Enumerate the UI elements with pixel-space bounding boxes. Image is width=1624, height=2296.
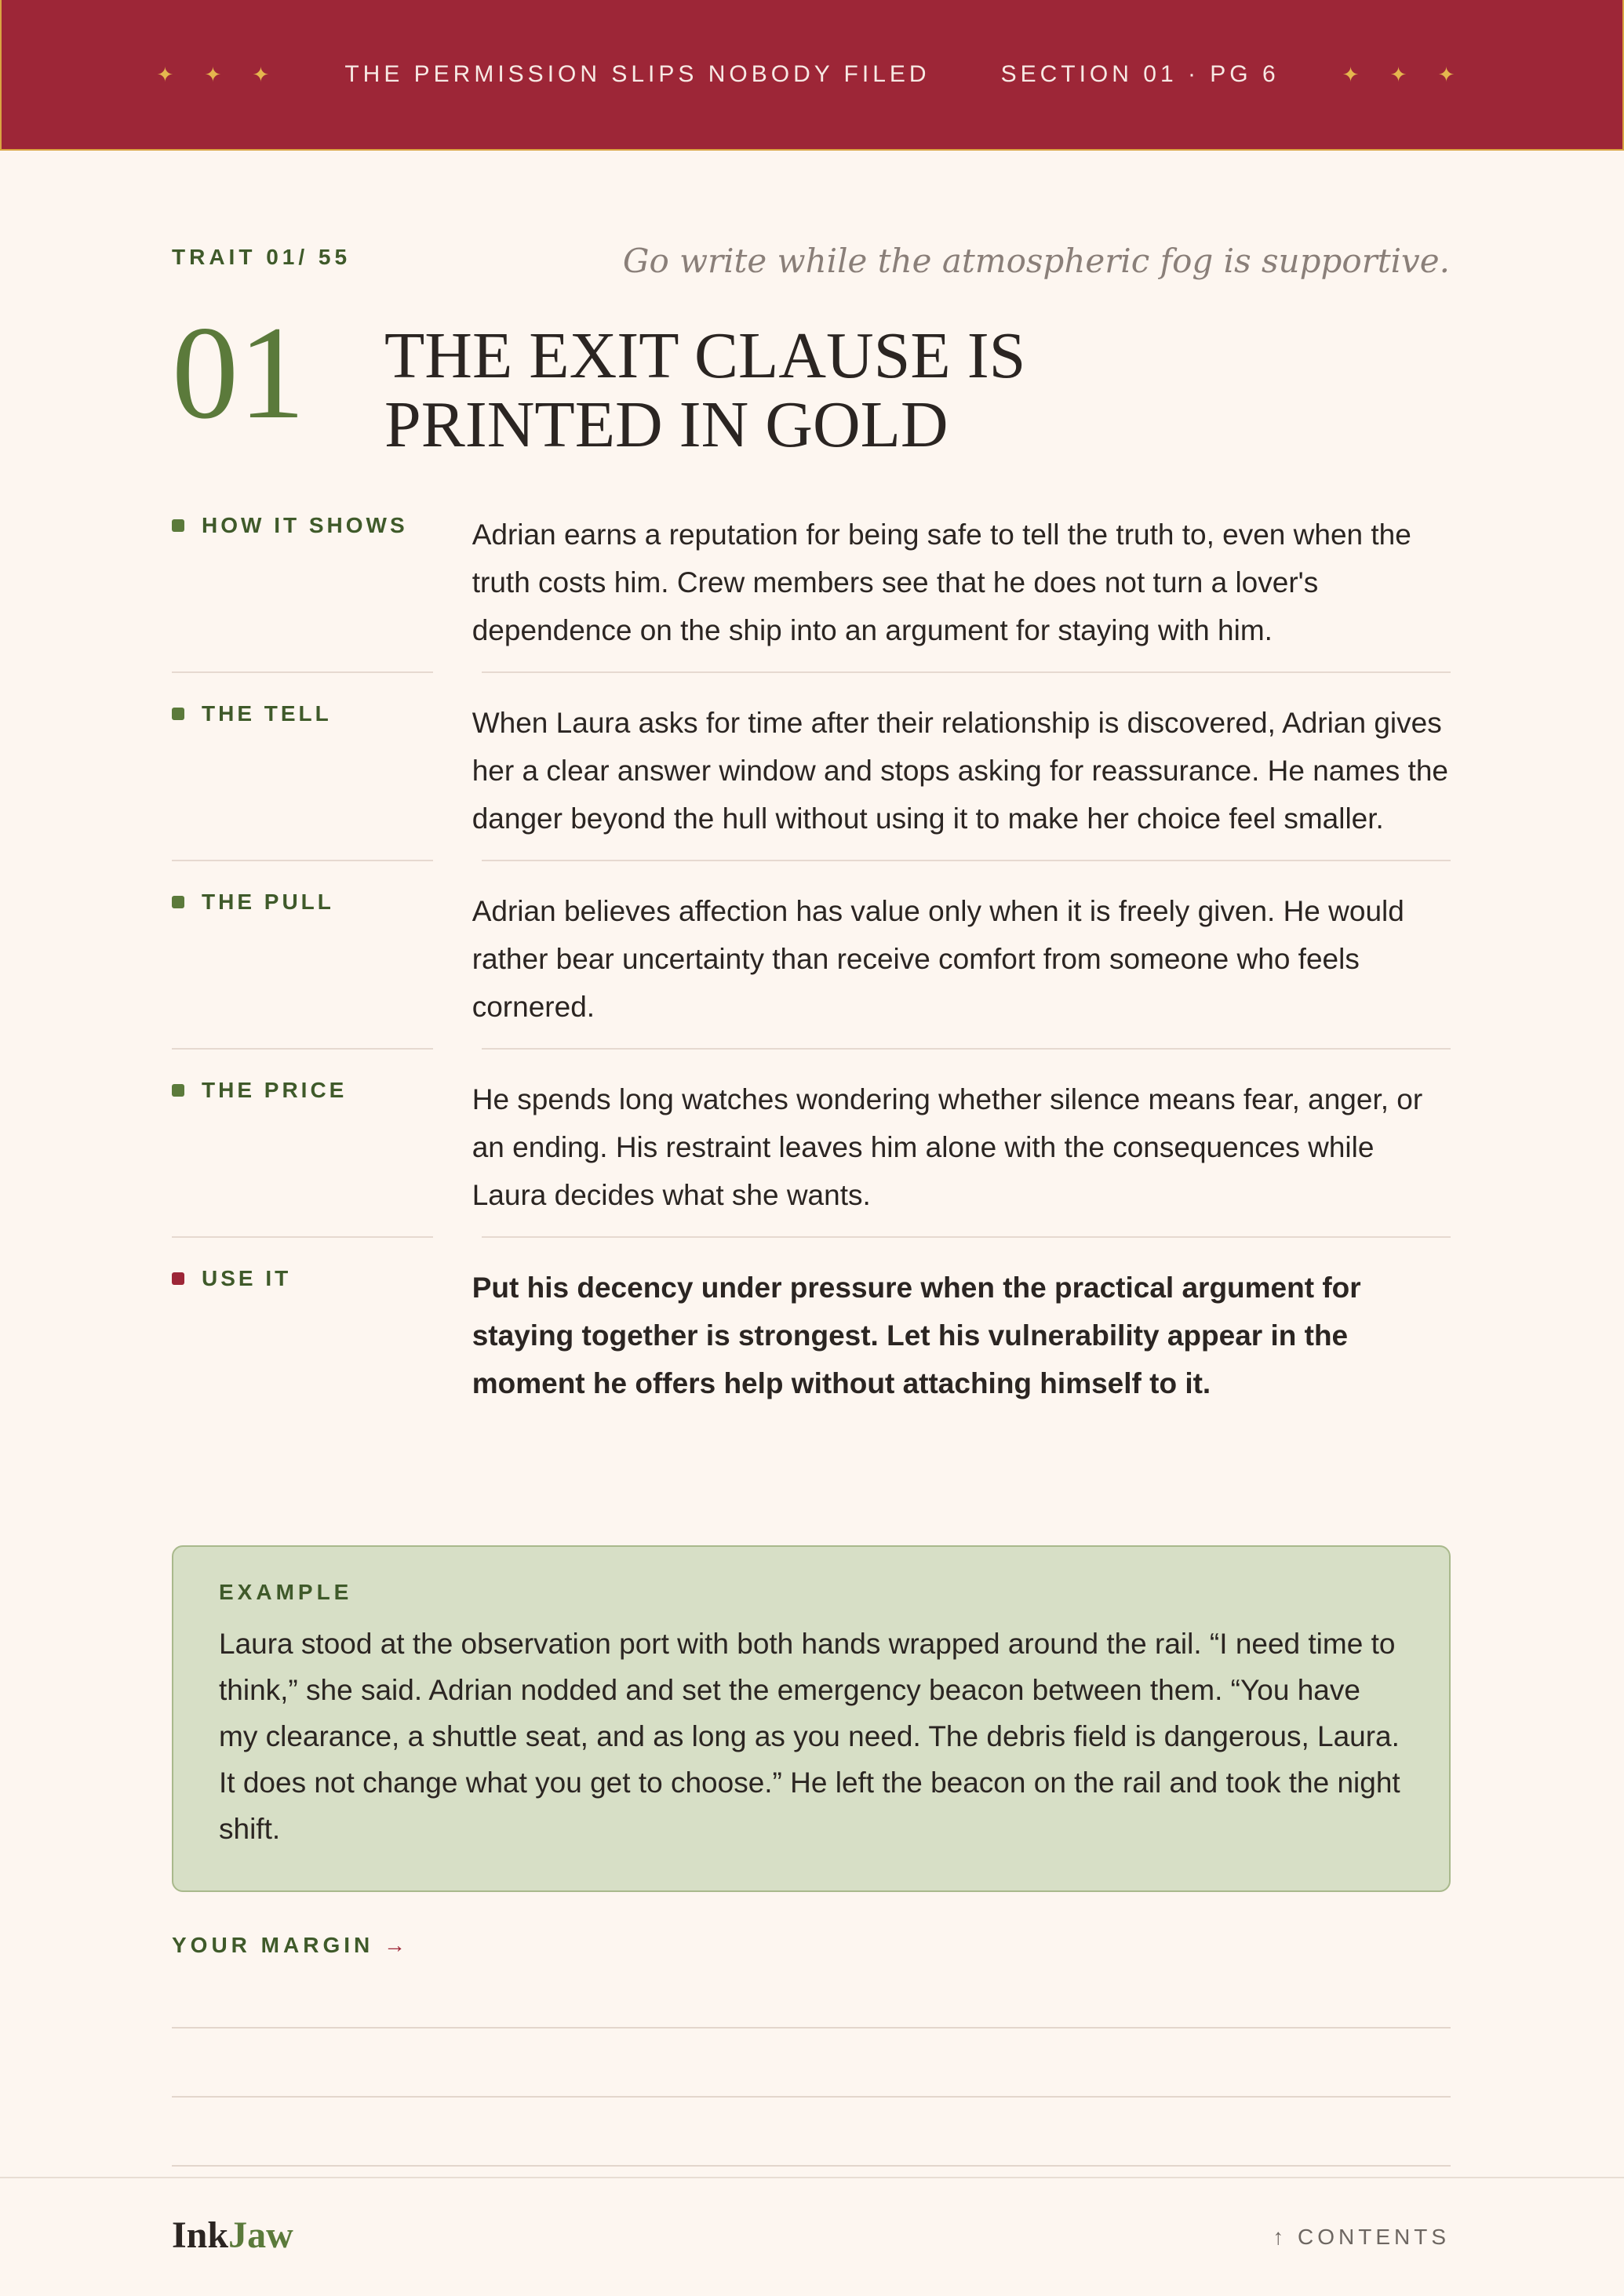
margin-line[interactable]	[172, 2096, 1451, 2098]
bullet-icon	[172, 1272, 184, 1285]
row-text: Adrian believes affection has value only when it is freely given. He would rather bear uncertainty than receive comfort from someone who feels cornered.	[472, 895, 1404, 1023]
document-title: THE PERMISSION SLIPS NOBODY FILED	[344, 61, 930, 87]
contents-link[interactable]: ↑ CONTENTS	[1273, 2225, 1450, 2249]
divider	[172, 671, 433, 673]
brand-ink: Ink	[172, 2214, 229, 2256]
row-the-price	[172, 1067, 1451, 1238]
brand-jaw: Jaw	[228, 2214, 293, 2256]
row-label: THE PRICE	[202, 1078, 348, 1102]
margin-line[interactable]	[172, 2165, 1451, 2167]
bullet-icon	[172, 708, 184, 720]
trait-heading-line-2: PRINTED IN GOLD	[384, 388, 949, 461]
divider	[482, 671, 1451, 673]
row-the-pull	[172, 879, 1451, 1050]
row-text: He spends long watches wondering whether silence means fear, anger, or an ending. His restraint leaves him alone with the consequences while Laura decides what she wants.	[472, 1083, 1423, 1211]
row-label: THE TELL	[202, 701, 332, 726]
arrow-right-icon: →	[384, 1933, 410, 1957]
margin-label-text: YOUR MARGIN	[172, 1933, 374, 1957]
star-icons-left: ✦ ✦ ✦	[156, 62, 282, 86]
divider	[172, 860, 433, 861]
row-label: USE IT	[202, 1266, 292, 1290]
bullet-icon	[172, 519, 184, 532]
section-indicator: SECTION 01 · PG 6	[1000, 61, 1280, 87]
trait-heading	[384, 319, 1091, 461]
margin-line[interactable]	[172, 2027, 1451, 2029]
example-box	[172, 1545, 1451, 1892]
example-label: EXAMPLE	[219, 1580, 353, 1604]
tagline: Go write while the atmospheric fog is supportive.	[622, 242, 1450, 280]
divider	[172, 1048, 433, 1050]
divider	[482, 860, 1451, 861]
row-label: THE PULL	[202, 890, 334, 914]
your-margin-label	[172, 1933, 410, 1958]
row-how-it-shows	[172, 502, 1451, 673]
row-text: Adrian earns a reputation for being safe to tell the truth to, even when the truth costs him. Crew members see that he does not turn a lover's dependence on the ship into an argument for staying with him.	[472, 519, 1411, 646]
row-label: HOW IT SHOWS	[202, 513, 408, 537]
trait-details	[172, 502, 1451, 1426]
brand-logo	[172, 2214, 293, 2257]
bullet-icon	[172, 896, 184, 908]
bullet-icon	[172, 1084, 184, 1097]
row-use-it	[172, 1255, 1451, 1426]
trait-number: 01	[172, 299, 305, 446]
trait-label: TRAIT 01/ 55	[172, 245, 351, 269]
star-icons-right: ✦ ✦ ✦	[1342, 62, 1468, 86]
divider	[482, 1048, 1451, 1050]
footer-divider	[0, 2177, 1624, 2178]
page-header	[0, 0, 1624, 151]
row-the-tell	[172, 690, 1451, 861]
row-text: Put his decency under pressure when the practical argument for staying together is strongest. Let his vulnerability appear in the moment he offers help without attaching himself to it.	[472, 1272, 1361, 1399]
divider	[172, 1236, 433, 1238]
divider	[482, 1236, 1451, 1238]
trait-heading-line-1: THE EXIT CLAUSE IS	[384, 319, 1026, 392]
row-text: When Laura asks for time after their relationship is discovered, Adrian gives her a clear answer window and stops asking for reassurance. He names the danger beyond the hull without using it to make her choice feel smaller.	[472, 707, 1448, 835]
example-text: Laura stood at the observation port with both hands wrapped around the rail. “I need time to think,” she said. Adrian nodded and set the emergency beacon between them. “You have my clearance, a shuttle seat, and as long as you need. The debris field is dangerous, Laura. It does not change what you get to choose.” He left the beacon on the rail and took the night shift.	[219, 1628, 1400, 1845]
